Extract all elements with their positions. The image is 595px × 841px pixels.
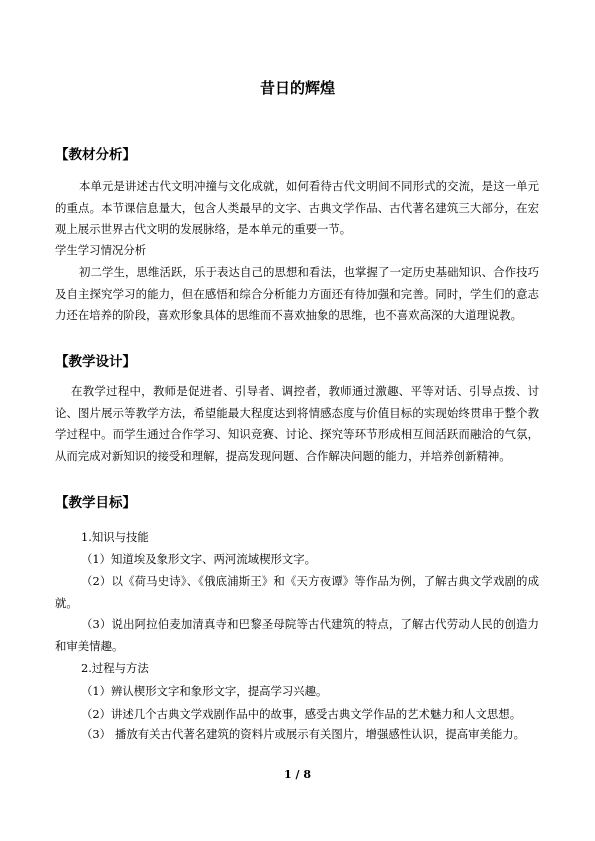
design-paragraph: 在教学过程中，教师是促进者、引导者、调控者，教师通过激趣、平等对话、引导点拨、讨论、图片展示等教学方法，希望能最大程度达到将情感态度与价值目标的实现始终贯串于整个教学过程中。而学生通过合作学习、知识竞赛、讨论、探究等环节形成相互间活跃而融洽的气氛，从而完成对新知识的接受和理解，提高发现问题、合作解决问题的能力，并培养创新精神。 <box>55 384 539 463</box>
objective-item-2-2: （2）讲述几个古典文学戏剧作品中的故事，感受古典文学作品的艺术魅力和人文思想。 <box>81 707 522 721</box>
analysis-paragraph-2: 初二学生，思维活跃，乐于表达自己的思想和看法，也掌握了一定历史基础知识、合作技巧及自主探究学习的能力，但在感悟和综合分析能力方面还有待加强和完善。同时，学生们的意志力还在培养的阶段，喜欢形象具体的思维而不喜欢抽象的思维，也不喜欢高深的大道理说教。 <box>55 265 539 322</box>
objective-group-1-title: 1.知识与技能 <box>81 530 149 544</box>
objective-item-1-1: （1）知道埃及象形文字、两河流域楔形文字。 <box>81 552 317 566</box>
objective-item-2-1: （1）辨认楔形文字和象形文字，提高学习兴趣。 <box>81 684 328 698</box>
objective-item-2-3 <box>81 724 541 746</box>
objective-item-1-2: （2）以《荷马史诗》、《俄底浦斯王》和《天方夜谭》等作品为例，了解古典文学戏剧的成就。 <box>55 574 539 610</box>
objective-item-1-3: （3）说出阿拉伯麦加清真寺和巴黎圣母院等古代建筑的特点，了解古代劳动人民的创造力和审美情趣。 <box>55 617 539 653</box>
analysis-paragraph-1: 本单元是讲述古代文明冲撞与文化成就，如何看待古代文明间不同形式的交流，是这一单元的重点。本节课信息量大，包含人类最早的文字、古典文学作品、古代著名建筑三大部分，在宏观上展示世界古代文明的发展脉络，是本单元的重要一节。 <box>55 179 539 236</box>
section-heading-design: 【教学设计】 <box>55 354 136 370</box>
analysis-subheading: 学生学习情况分析 <box>55 243 147 257</box>
objective-group-2-title: 2.过程与方法 <box>81 661 149 675</box>
page-title: 昔日的辉煌 <box>259 79 335 97</box>
objective-item-2-3-number: （3） <box>81 727 112 741</box>
objective-item-2-3-text: 播放有关古代著名建筑的资料片或展示有关图片，增强感性认识，提高审美能力。 <box>115 727 526 741</box>
section-heading-objectives: 【教学目标】 <box>55 495 136 511</box>
section-heading-analysis: 【教材分析】 <box>55 147 136 163</box>
page-number: 1 / 8 <box>284 768 311 781</box>
